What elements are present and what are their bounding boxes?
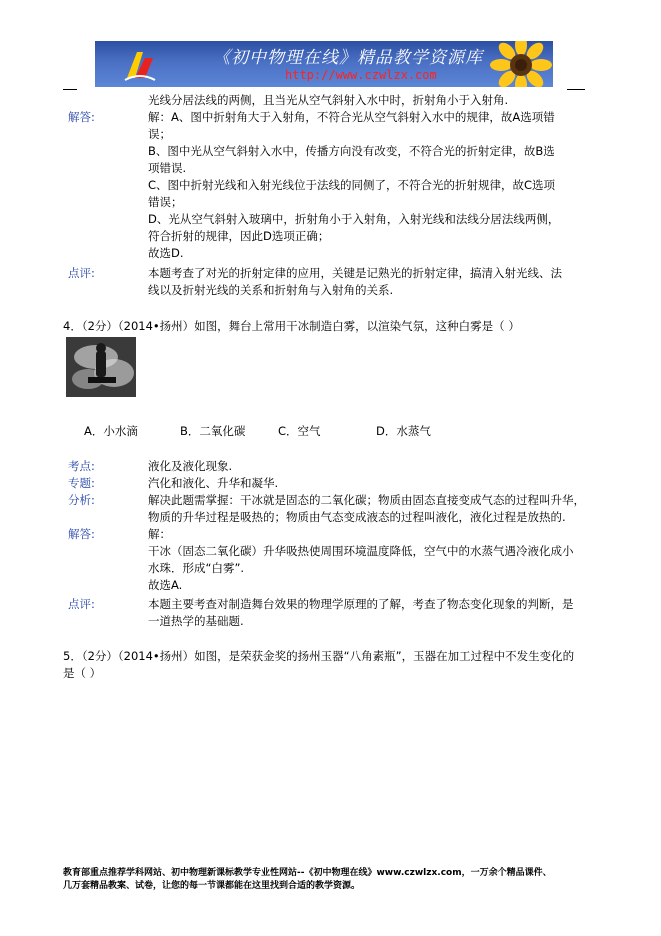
banner-title: 《初中物理在线》精品教学资源库 (213, 48, 483, 68)
fenxi-line: 解决此题需掌握：干冰就是固态的二氧化碳；物质由固态直接变成气态的过程叫升华， (148, 493, 585, 507)
comment-line: 线以及折射光线的关系和折射角与入射角的关系. (148, 283, 394, 297)
answer-line: 解： (148, 527, 171, 541)
q4-option-b: B．二氧化碳 (180, 424, 246, 438)
answer-label: 解答: (68, 110, 95, 124)
q4-answer-text (148, 526, 588, 594)
comment-line: 本题考查了对光的折射定律的应用，关键是记熟光的折射定律，搞清入射光线、法 (148, 266, 562, 280)
answer-line: 水珠．形成“白雾”. (148, 561, 245, 575)
site-logo-icon (123, 48, 157, 82)
header-banner (95, 41, 553, 87)
answer-line: 故选D. (148, 246, 184, 260)
stage-fog-photo (66, 337, 136, 397)
answer-line: 故选A. (148, 578, 183, 592)
comment-line: 本题主要考查对制造舞台效果的物理学原理的了解，考查了物态变化现象的判断，是 (148, 597, 574, 611)
answer-line: C、图中折射光线和入射光线位于法线的同侧了，不符合光的折射规律，故C选项 (148, 178, 556, 192)
answer-line: 误； (148, 127, 171, 141)
q3-comment-text (148, 265, 588, 299)
q4-option-c: C．空气 (278, 424, 321, 438)
zhuanti-label: 专题: (68, 476, 95, 490)
comment-line: 一道热学的基础题. (148, 614, 244, 628)
answer-line: 错误； (148, 195, 183, 209)
comment-label: 点评: (68, 597, 95, 611)
q3-analysis-tail: 光线分居法线的两侧，且当光从空气斜射入水中时，折射角小于入射角. (148, 93, 509, 107)
answer-line: B、图中光从空气斜射入水中，传播方向没有改变，不符合光的折射定律，故B选 (148, 144, 555, 158)
q5-stem (63, 648, 574, 682)
footer-line-2: 几万套精品教案、试卷，让您的每一节课都能在这里找到合适的教学资源。 (63, 881, 361, 891)
answer-line: 符合折射的规律，因此D选项正确； (148, 229, 330, 243)
header-rule-right (567, 89, 585, 90)
fenxi-label: 分析: (68, 493, 95, 507)
zhuanti-text: 汽化和液化、升华和凝华. (148, 476, 279, 490)
comment-label: 点评: (68, 266, 95, 280)
fenxi-text (148, 492, 588, 526)
q5-stem-line: 是（ ） (63, 666, 102, 680)
answer-line: 解：A、图中折射角大于入射角，不符合光从空气斜射入水中的规律，故A选项错 (148, 110, 555, 124)
banner-url[interactable]: http://www.czwlzx.com (285, 68, 437, 82)
q3-answer-text (148, 109, 588, 262)
header-rule-left (63, 89, 77, 90)
answer-line: D、光从空气斜射入玻璃中，折射角小于入射角，入射光线和法线分居法线两侧， (148, 212, 560, 226)
q4-option-a: A．小水滴 (84, 424, 138, 438)
fenxi-line: 物质的升华过程是吸热的；物质由气态变成液态的过程叫液化，液化过程是放热的. (148, 510, 566, 524)
kaodian-label: 考点: (68, 459, 95, 473)
q4-option-d: D．水蒸气 (376, 424, 431, 438)
q4-stem: 4．（2分）（2014•扬州）如图，舞台上常用干冰制造白雾，以渲染气氛，这种白雾是（ ） (63, 319, 520, 333)
answer-line: 项错误. (148, 161, 187, 175)
answer-line: 干冰（固态二氧化碳）升华吸热使周围环境温度降低，空气中的水蒸气遇冷液化成小 (148, 544, 574, 558)
sunflower-icon (481, 41, 553, 87)
q5-stem-line: 5．（2分）（2014•扬州）如图，是荣获金奖的扬州玉器“八角素瓶”，玉器在加工过程中不发生变化的 (63, 649, 575, 663)
kaodian-text: 液化及液化现象. (148, 459, 233, 473)
q4-comment-text (148, 596, 588, 630)
answer-label: 解答: (68, 527, 95, 541)
footer-line-1: 教育部重点推荐学科网站、初中物理新课标教学专业性网站--《初中物理在线》www.czwlzx.com，一万余个精品课件、 (63, 868, 552, 878)
